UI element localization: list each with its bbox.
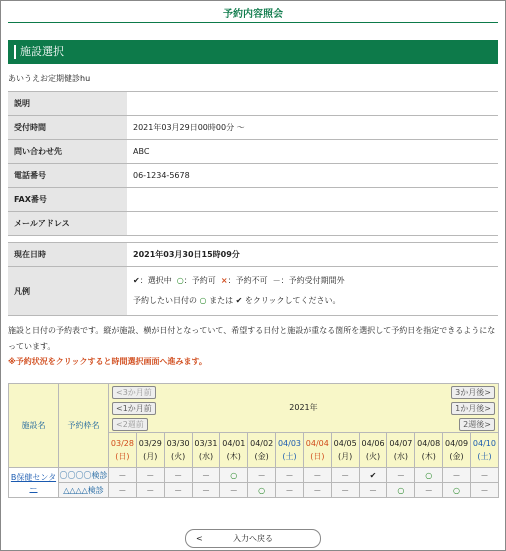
- section-title: 施設選択: [20, 45, 64, 58]
- dash-icon: －: [341, 485, 350, 495]
- weekday-label: (火): [365, 452, 381, 461]
- chevron-left-icon: <: [196, 534, 203, 543]
- circle-icon: ○: [176, 276, 184, 285]
- availability-cell: [248, 468, 276, 483]
- date-label: 04/03: [277, 439, 302, 448]
- weekday-label: (月): [338, 452, 353, 461]
- dash-icon: －: [369, 485, 378, 495]
- next-2-weeks-button[interactable]: [459, 418, 495, 431]
- dash-icon: －: [146, 470, 155, 480]
- date-header-cell: [443, 433, 471, 468]
- circle-icon: ○: [453, 485, 461, 495]
- date-header-cell: [387, 433, 415, 468]
- dash-icon: －: [118, 485, 127, 495]
- availability-cell[interactable]: [387, 483, 415, 498]
- availability-cell: [192, 483, 220, 498]
- nav-label: 1か月後>: [451, 402, 495, 415]
- legend-symbols: [133, 271, 492, 291]
- nav-label: 2週後>: [459, 418, 495, 431]
- availability-cell: [470, 483, 498, 498]
- current-datetime-value: 2021年03月30日15時09分: [127, 243, 498, 267]
- facility-link[interactable]: B保健センター: [10, 472, 57, 493]
- availability-cell: [387, 468, 415, 483]
- note-text: ※予約状況をクリックすると時間選択画面へ進みます。: [8, 357, 207, 366]
- date-label: 03/30: [166, 439, 190, 448]
- date-header-cell: [220, 433, 248, 468]
- date-label: 04/09: [445, 439, 469, 448]
- date-label: 03/28: [110, 439, 134, 448]
- date-label: 04/04: [305, 439, 329, 448]
- date-header-cell: [192, 433, 220, 468]
- date-label: 03/29: [138, 439, 162, 448]
- nav-label: <1か月前: [112, 402, 156, 415]
- facility-cell: [9, 468, 59, 498]
- date-label: 03/31: [194, 439, 218, 448]
- availability-cell[interactable]: [220, 468, 248, 483]
- availability-cell: [303, 483, 331, 498]
- date-label: 04/08: [417, 439, 441, 448]
- availability-cell: [136, 468, 164, 483]
- weekday-label: (木): [226, 452, 241, 461]
- circle-icon: ○: [230, 470, 238, 480]
- availability-cell: [415, 483, 443, 498]
- availability-cell[interactable]: [359, 468, 387, 483]
- info-table: [8, 91, 498, 236]
- circle-icon: ○: [199, 296, 207, 305]
- dash-icon: －: [174, 485, 183, 495]
- back-to-input-button[interactable]: [185, 529, 321, 548]
- dash-icon: －: [313, 485, 322, 495]
- date-header-cell: [109, 433, 137, 468]
- weekday-label: (水): [198, 452, 214, 461]
- check-icon: ✔: [235, 296, 243, 305]
- current-datetime-label: 現在日時: [8, 243, 127, 267]
- availability-cell: [331, 483, 359, 498]
- legend-selected-text: ：選択中: [139, 276, 172, 285]
- info-row-fax: [8, 188, 498, 212]
- availability-cell: [109, 483, 137, 498]
- calendar-year: 2021年: [289, 403, 318, 412]
- info-label: FAX番号: [8, 188, 127, 212]
- circle-icon: ○: [258, 485, 266, 495]
- legend-content: [127, 267, 498, 316]
- dash-icon: －: [424, 485, 433, 495]
- date-header-cell: [136, 433, 164, 468]
- legend-label: 凡例: [8, 267, 127, 316]
- back-button-label: 入力へ戻る: [233, 534, 273, 543]
- date-label: 04/05: [333, 439, 357, 448]
- nav-label: <2週前: [112, 418, 148, 431]
- info-value: ABC: [127, 140, 498, 164]
- availability-cell: [136, 483, 164, 498]
- availability-cell[interactable]: [415, 468, 443, 483]
- dash-icon: －: [257, 470, 266, 480]
- dash-icon: －: [341, 470, 350, 480]
- info-row-email: [8, 212, 498, 236]
- status-table: [8, 242, 498, 316]
- legend-available-text: ：予約可: [183, 276, 216, 285]
- availability-cell[interactable]: [443, 483, 471, 498]
- date-header-cell: [470, 433, 498, 468]
- date-label: 04/02: [250, 439, 274, 448]
- info-row-contact: [8, 140, 498, 164]
- info-value: 2021年03月29日00時00分 ～: [127, 116, 498, 140]
- legend-unavailable-text: ：予約不可: [227, 276, 268, 285]
- page-title: 予約内容照会: [223, 9, 283, 20]
- next-3-months-button[interactable]: [451, 386, 495, 399]
- table-row: [9, 483, 499, 498]
- availability-cell: [164, 483, 192, 498]
- dash-icon: －: [229, 485, 238, 495]
- info-value: [127, 92, 498, 116]
- circle-icon: ○: [397, 485, 405, 495]
- availability-cell: [276, 483, 304, 498]
- legend-instruction: [133, 291, 492, 311]
- weekday-label: (水): [393, 452, 408, 461]
- date-label: 04/01: [222, 439, 246, 448]
- weekday-label: (金): [254, 452, 269, 461]
- date-header-cell: [276, 433, 304, 468]
- weekday-label: (土): [282, 452, 297, 461]
- nav-label: <3か月前: [112, 386, 156, 399]
- table-row: [9, 468, 499, 483]
- frame-column-header: 予約枠名: [59, 384, 109, 468]
- availability-cell[interactable]: [248, 483, 276, 498]
- availability-cell: [164, 468, 192, 483]
- date-label: 04/07: [389, 439, 413, 448]
- instruction-text-a: 予約したい日付の: [133, 296, 197, 305]
- weekday-label: (日): [115, 452, 130, 461]
- frame-name: 〇〇〇〇検診: [59, 468, 109, 483]
- weekday-label: (土): [477, 452, 492, 461]
- date-label: 04/06: [361, 439, 385, 448]
- calendar-nav: [109, 384, 499, 433]
- availability-cell: [303, 468, 331, 483]
- next-1-month-button[interactable]: [451, 402, 495, 415]
- info-label: メールアドレス: [8, 212, 127, 236]
- dash-icon: －: [118, 470, 127, 480]
- availability-cell: [220, 483, 248, 498]
- prev-3-months-button[interactable]: [112, 386, 156, 399]
- info-value: [127, 188, 498, 212]
- info-label: 説明: [8, 92, 127, 116]
- cross-icon: ×: [220, 276, 228, 285]
- section-header: [8, 40, 498, 64]
- date-header-cell: [331, 433, 359, 468]
- description-text: 施設と日付の予約表です。縦が施設、横が日付となっていて、希望する日付と施設が重なる箇所を選択して予約日を指定できるようになっています。: [8, 326, 496, 351]
- circle-icon: ○: [425, 470, 433, 480]
- title-divider: [8, 22, 498, 23]
- dash-icon: －: [480, 485, 489, 495]
- date-header-cell: [359, 433, 387, 468]
- calendar-nav-row: [9, 384, 499, 433]
- dash-icon: －: [452, 470, 461, 480]
- instruction-text-c: をクリックしてください。: [244, 296, 341, 305]
- check-icon: ✔: [369, 470, 377, 480]
- availability-cell: [470, 468, 498, 483]
- dash-icon: －: [201, 485, 210, 495]
- dash-icon: －: [396, 470, 405, 480]
- nav-label: 3か月後>: [451, 386, 495, 399]
- dash-icon: －: [146, 485, 155, 495]
- info-label: 問い合わせ先: [8, 140, 127, 164]
- reservation-calendar: [8, 383, 499, 498]
- dash-icon: －: [285, 485, 294, 495]
- info-row-description: [8, 92, 498, 116]
- dash-icon: －: [174, 470, 183, 480]
- check-icon: ✔: [133, 276, 140, 285]
- prev-2-weeks-button[interactable]: [112, 418, 148, 431]
- weekday-label: (日): [310, 452, 325, 461]
- date-header-cell: [164, 433, 192, 468]
- availability-cell: [109, 468, 137, 483]
- legend-out-of-period-text: －：予約受付期間外: [272, 276, 345, 285]
- weekday-label: (木): [421, 452, 436, 461]
- info-value: 06-1234-5678: [127, 164, 498, 188]
- instruction-text-b: または: [209, 296, 234, 305]
- availability-cell: [331, 468, 359, 483]
- weekday-label: (月): [143, 452, 158, 461]
- current-datetime-row: [8, 243, 498, 267]
- weekday-label: (金): [449, 452, 464, 461]
- weekday-label: (火): [170, 452, 186, 461]
- dash-icon: －: [201, 470, 210, 480]
- dash-icon: －: [313, 470, 322, 480]
- frame-name: △△△△検診: [59, 483, 109, 498]
- date-header-cell: [415, 433, 443, 468]
- availability-cell: [443, 468, 471, 483]
- date-header-cell: [248, 433, 276, 468]
- legend-row: [8, 267, 498, 316]
- availability-cell: [276, 468, 304, 483]
- date-header-cell: [303, 433, 331, 468]
- availability-cell: [192, 468, 220, 483]
- date-label: 04/10: [472, 439, 496, 448]
- info-row-phone: [8, 164, 498, 188]
- availability-cell: [359, 483, 387, 498]
- facility-column-header: 施設名: [9, 384, 59, 468]
- dash-icon: －: [480, 470, 489, 480]
- dash-icon: －: [285, 470, 294, 480]
- info-label: 電話番号: [8, 164, 127, 188]
- info-label: 受付時間: [8, 116, 127, 140]
- facility-name: あいうえお定期健診hu: [8, 74, 91, 83]
- info-value: [127, 212, 498, 236]
- info-row-hours: [8, 116, 498, 140]
